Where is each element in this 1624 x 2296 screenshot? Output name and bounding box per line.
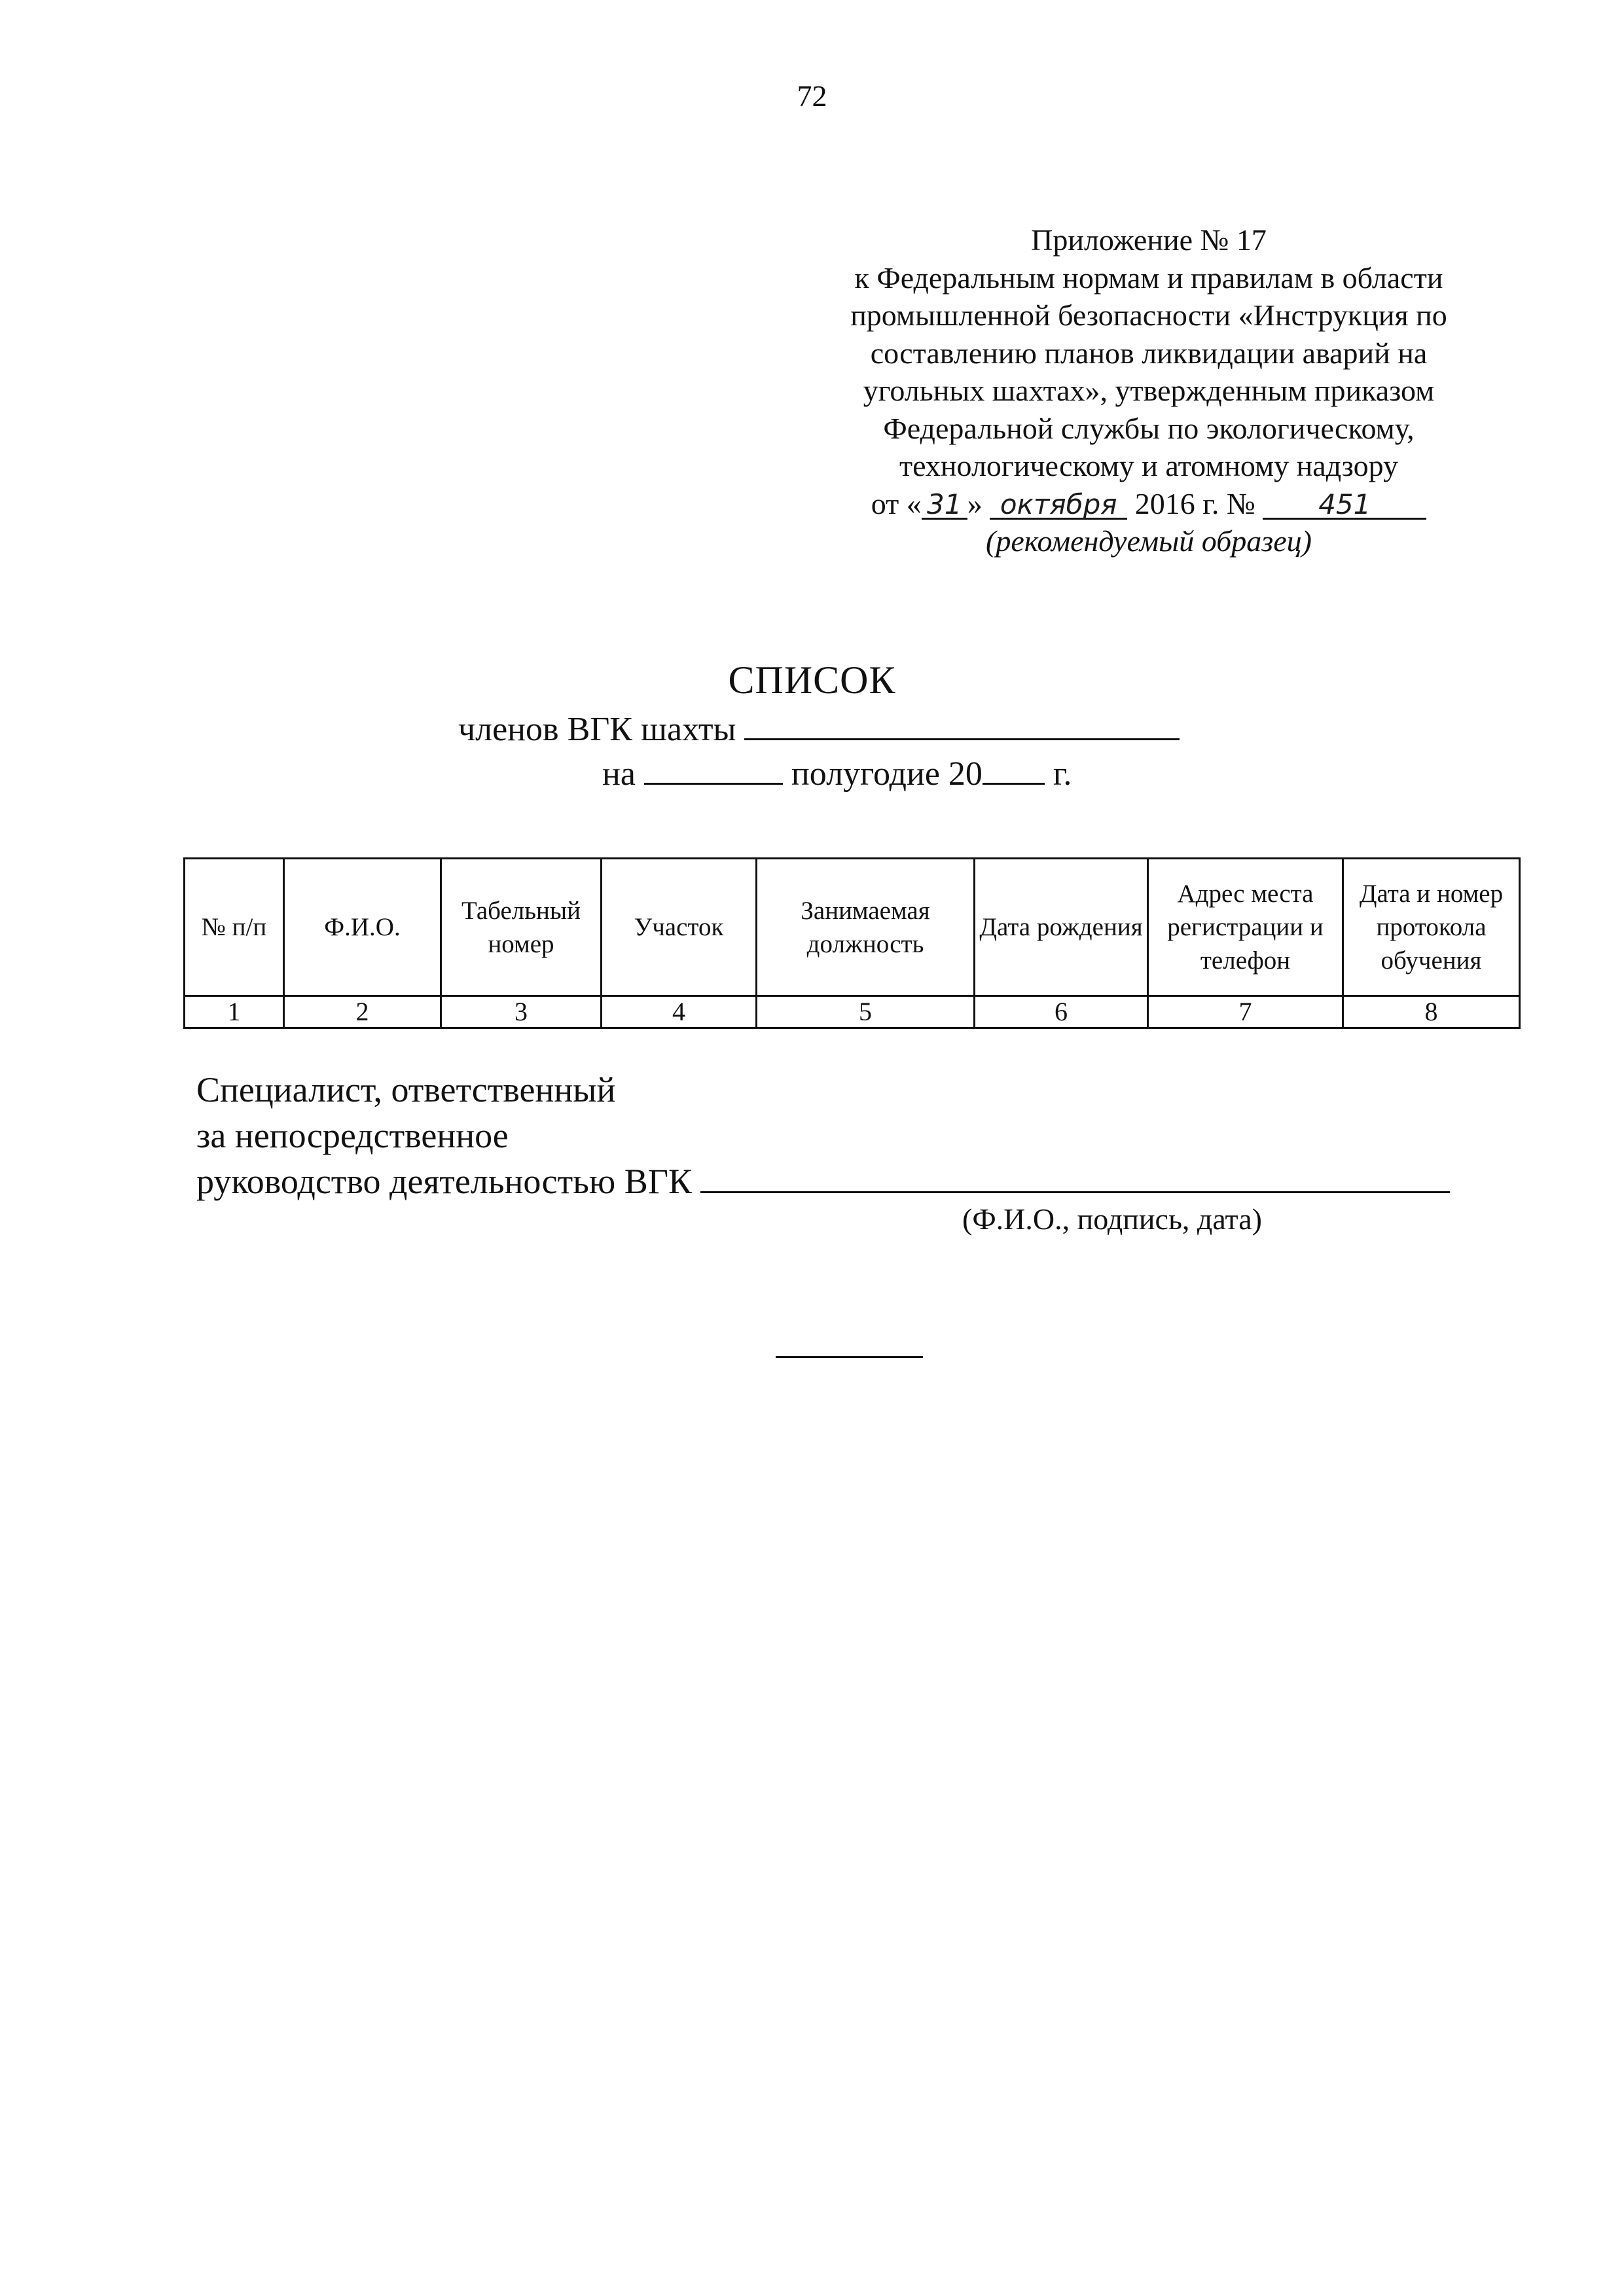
appendix-line: промышленной безопасности «Инструкция по	[850, 298, 1447, 332]
column-header: Дата и номер протокола обучения	[1343, 859, 1520, 996]
column-header: Адрес места регистрации и телефон	[1148, 859, 1343, 996]
appendix-header	[766, 221, 1532, 560]
sample-note: (рекомендуемый образец)	[986, 524, 1312, 558]
column-number: 1	[185, 996, 284, 1028]
page-number: 72	[797, 79, 827, 113]
period-suffix: г.	[1053, 755, 1072, 793]
handwritten-month: октября	[990, 492, 1127, 520]
column-number: 5	[757, 996, 975, 1028]
specialist-line: Специалист, ответственный	[196, 1070, 616, 1109]
column-number: 8	[1343, 996, 1520, 1028]
half-year-blank	[644, 757, 783, 785]
period-middle: полугодие 20	[791, 755, 983, 793]
date-year: 2016 г. №	[1134, 486, 1255, 520]
column-header: Табельный номер	[441, 859, 602, 996]
date-prefix: от «	[871, 486, 922, 520]
mine-label: членов ВГК шахты	[458, 711, 736, 748]
end-divider	[776, 1356, 923, 1358]
column-header: № п/п	[185, 859, 284, 996]
column-number-row	[185, 996, 1520, 1028]
appendix-line: Федеральной службы по экологическому,	[883, 411, 1415, 445]
column-number: 6	[975, 996, 1148, 1028]
appendix-line: к Федеральным нормам и правилам в области	[854, 260, 1443, 295]
signature-hint: (Ф.И.О., подпись, дата)	[962, 1202, 1262, 1236]
period-line	[602, 755, 1072, 793]
handwritten-order-number: 451	[1263, 492, 1426, 520]
column-number: 4	[602, 996, 757, 1028]
appendix-title: Приложение № 17	[1031, 223, 1267, 257]
column-header: Дата рождения	[975, 859, 1148, 996]
column-number: 2	[284, 996, 441, 1028]
mine-line	[458, 710, 1180, 749]
appendix-line: составлению планов ликвидации аварий на	[870, 336, 1428, 370]
column-number: 3	[441, 996, 602, 1028]
year-blank	[983, 757, 1045, 785]
handwritten-day: 31	[922, 492, 967, 520]
specialist-line: руководство деятельностью ВГК	[196, 1162, 692, 1201]
specialist-line: за непосредственное	[196, 1116, 509, 1155]
appendix-line: технологическому и атомному надзору	[899, 449, 1398, 482]
appendix-line: угольных шахтах», утвержденным приказом	[863, 374, 1435, 407]
document-title: СПИСОК	[728, 658, 896, 702]
column-header: Участок	[602, 859, 757, 996]
members-table	[183, 857, 1521, 1029]
column-header: Занимаемая должность	[757, 859, 975, 996]
specialist-signature-line	[196, 1158, 1450, 1204]
date-separator: »	[967, 486, 983, 520]
signature-blank	[700, 1165, 1450, 1193]
column-header: Ф.И.О.	[284, 859, 441, 996]
specialist-block	[196, 1067, 1450, 1204]
mine-name-blank	[744, 712, 1180, 740]
table-header-row	[185, 859, 1520, 996]
column-number: 7	[1148, 996, 1343, 1028]
order-date-line	[766, 485, 1532, 523]
period-prefix: на	[602, 755, 636, 793]
